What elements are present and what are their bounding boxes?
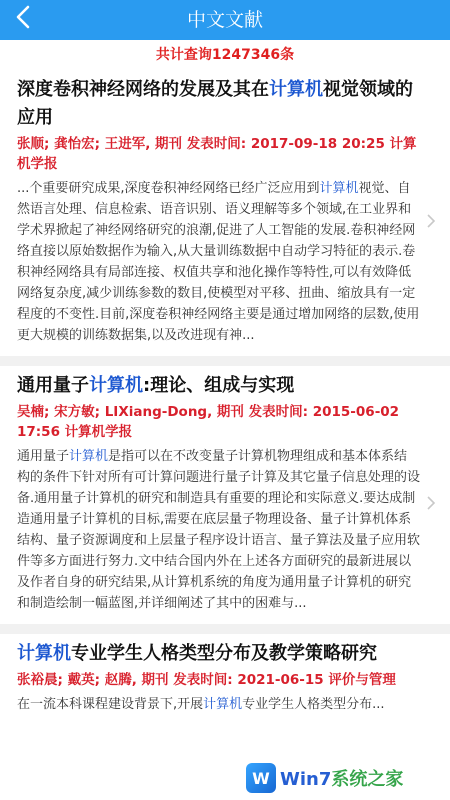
chevron-right-icon (426, 495, 436, 511)
title-text: 通用量子 (17, 375, 89, 396)
result-list (0, 70, 450, 725)
abstract-keyword: 计算机 (203, 697, 243, 712)
result-abstract (17, 178, 420, 346)
watermark-text (280, 765, 403, 791)
result-title (17, 372, 420, 400)
abstract-text: 是指可以在不改变量子计算机物理组成和基本体系结构的条件下针对所有可计算问题进行量子计算及其它量子信息处理的设备.通用量子计算机的研究和制造具有重要的理论和实际意义.要达成制造通用量子计算机的目标,需要在底层量子物理设备、量子计算机体系结构、量子资源调度和上层量子程序设计语言、量子算法及量子应用软件等多方面进行努力.文中结合国内外在上述各方面研究的最新进展以及作者自身的研究结果,从计算机系统的角度为通用量子计算机的研究和制造绘制一幅蓝图,并详细阐述了其中的困难与... (17, 449, 421, 611)
title-keyword: 计算机 (17, 643, 71, 664)
result-meta: 吴楠; 宋方敏; LIXiang-Dong, 期刊 发表时间: 2015-06-02 17:56 计算机学报 (17, 404, 400, 440)
result-item-1[interactable] (0, 70, 450, 366)
abstract-text: ...个重要研究成果,深度卷积神经网络已经广泛应用到 (17, 181, 320, 196)
title-keyword: 计算机 (269, 79, 323, 100)
result-abstract (17, 446, 420, 614)
abstract-text: 在一流本科课程建设背景下,开展 (17, 697, 204, 712)
result-abstract (17, 694, 420, 715)
result-count: 共计查询1247346条 (155, 47, 295, 63)
result-title (17, 76, 420, 132)
result-meta: 张裕晨; 戴英; 赵腾, 期刊 发表时间: 2021-06-15 评价与管理 (17, 672, 396, 688)
watermark-text-a: Win7 (280, 769, 332, 790)
title-text: 深度卷积神经网络的发展及其在 (17, 79, 269, 100)
watermark-text-b: 系统之家 (331, 769, 404, 790)
windows-logo-icon: W (246, 763, 276, 793)
result-meta: 张顺; 龚怡宏; 王进军, 期刊 发表时间: 2017-09-18 20:25 计算机学报 (17, 136, 417, 172)
abstract-keyword: 计算机 (69, 449, 109, 464)
app-header (0, 0, 450, 40)
abstract-text: 通用量子 (17, 449, 70, 464)
title-keyword: 计算机 (89, 375, 143, 396)
title-text: 视觉领域的应用 (17, 79, 413, 128)
abstract-text: 视觉、自然语言处理、信息检索、语音识别、语义理解等多个领域,在工业界和学术界掀起了神经网络研究的浪潮,促进了人工智能的发展.卷积神经网络直接以原始数据作为输入,从大量训练数据中自动学习特征的表示.卷积神经网络具有局部连接、权值共享和池化操作等特性,可以有效降低网络复杂度,减少训练参数的数目,使模型对平移、扭曲、缩放具有一定程度的不变性.目前,深度卷积神经网络主要是通过增加网络的层数,使用更大规模的训练数据集,以及改进现有神... (17, 181, 420, 343)
abstract-text: 专业学生人格类型分布... (242, 697, 385, 712)
result-title (17, 640, 420, 668)
watermark (246, 760, 446, 796)
title-text: :理论、组成与实现 (143, 375, 295, 396)
result-item-3[interactable] (0, 634, 450, 725)
title-text: 专业学生人格类型分布及教学策略研究 (71, 643, 377, 664)
abstract-keyword: 计算机 (319, 181, 359, 196)
page-title: 中文文献 (186, 9, 263, 31)
chevron-right-icon (426, 213, 436, 229)
result-item-2[interactable] (0, 366, 450, 634)
